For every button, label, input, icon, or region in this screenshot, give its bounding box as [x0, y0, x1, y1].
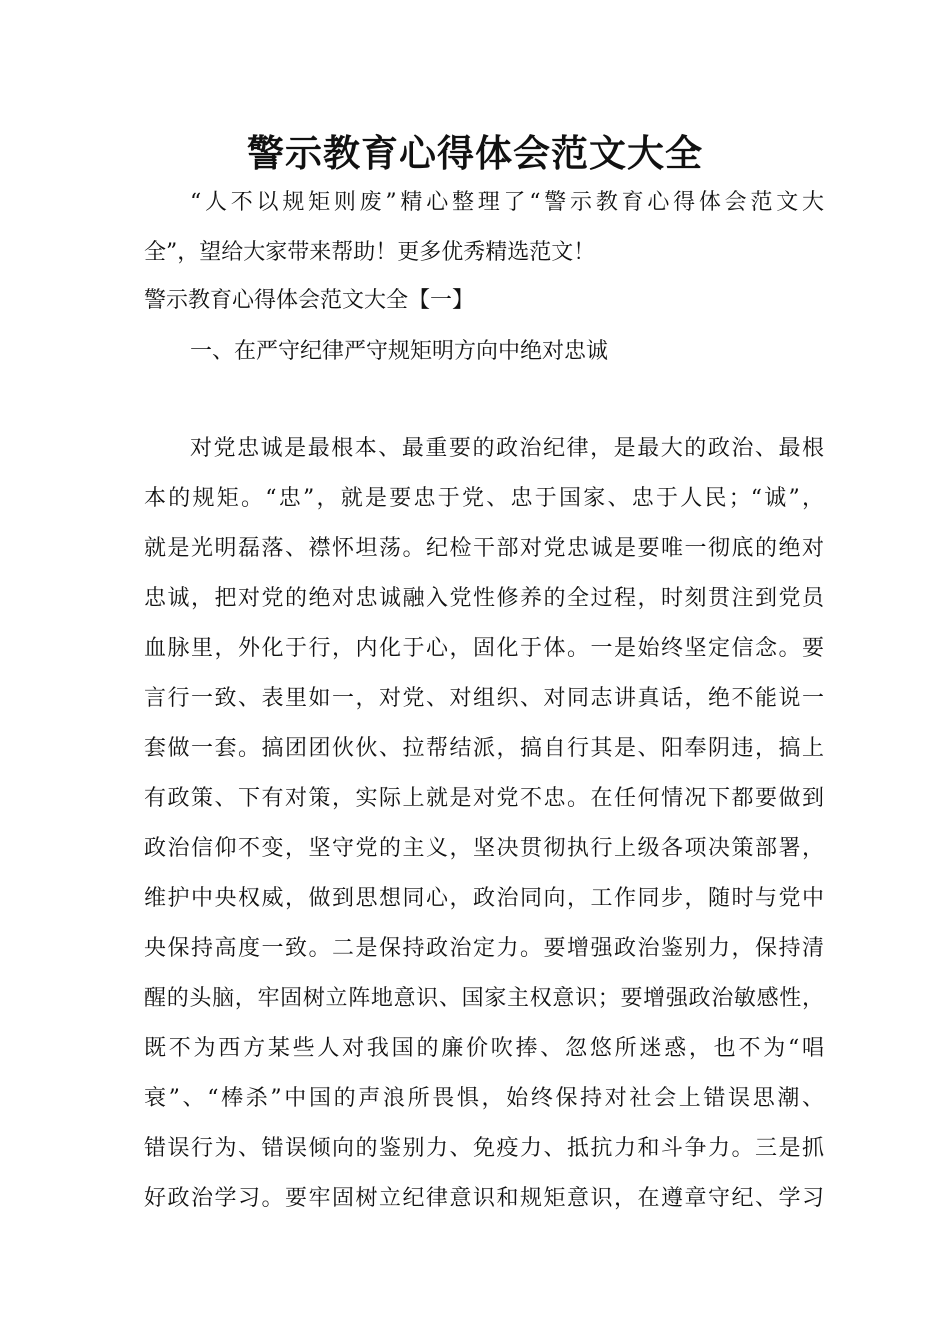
subheading: 一、在严守纪律严守规矩明方向中绝对忠诚 — [190, 339, 609, 364]
body-line: 言行一致、表里如一，对党、对组织、对同志讲真话，绝不能说一 — [144, 686, 824, 711]
body-line: 衰”、“棒杀”中国的声浪所畏惧，始终保持对社会上错误思潮、 — [144, 1086, 824, 1111]
body-line: 就是光明磊落、襟怀坦荡。纪检干部对党忠诚是要唯一彻底的绝对 — [144, 536, 824, 561]
body-line: 血脉里，外化于行，内化于心，固化于体。一是始终坚定信念。要 — [144, 636, 824, 661]
body-line: 忠诚，把对党的绝对忠诚融入党性修养的全过程，时刻贯注到党员 — [144, 586, 824, 611]
body-line: 醒的头脑，牢固树立阵地意识、国家主权意识；要增强政治敏感性， — [144, 986, 824, 1011]
body-line: 有政策、下有对策，实际上就是对党不忠。在任何情况下都要做到 — [144, 786, 824, 811]
body-line: 政治信仰不变，坚守党的主义，坚决贯彻执行上级各项决策部署， — [144, 836, 824, 861]
body-line: 好政治学习。要牢固树立纪律意识和规矩意识，在遵章守纪、学习 — [144, 1186, 824, 1211]
intro-line-1: “人不以规矩则废”精心整理了“警示教育心得体会范文大 — [190, 190, 824, 215]
section-title: 警示教育心得体会范文大全【一】 — [144, 288, 475, 313]
body-line: 维护中央权威，做到思想同心，政治同向，工作同步，随时与党中 — [144, 886, 824, 911]
body-line: 套做一套。搞团团伙伙、拉帮结派，搞自行其是、阳奉阴违，搞上 — [144, 736, 824, 761]
body-line: 错误行为、错误倾向的鉴别力、免疫力、抵抗力和斗争力。三是抓 — [144, 1136, 824, 1161]
body-line: 既不为西方某些人对我国的廉价吹捧、忽悠所迷惑，也不为“唱 — [144, 1036, 824, 1061]
intro-line-2: 全”，望给大家带来帮助！更多优秀精选范文！ — [144, 240, 596, 265]
body-line: 对党忠诚是最根本、最重要的政治纪律，是最大的政治、最根 — [190, 436, 824, 461]
body-line: 本的规矩。“忠”，就是要忠于党、忠于国家、忠于人民；“诚”， — [144, 486, 824, 511]
body-line: 央保持高度一致。二是保持政治定力。要增强政治鉴别力，保持清 — [144, 936, 824, 961]
document-title: 警示教育心得体会范文大全 — [247, 132, 703, 175]
